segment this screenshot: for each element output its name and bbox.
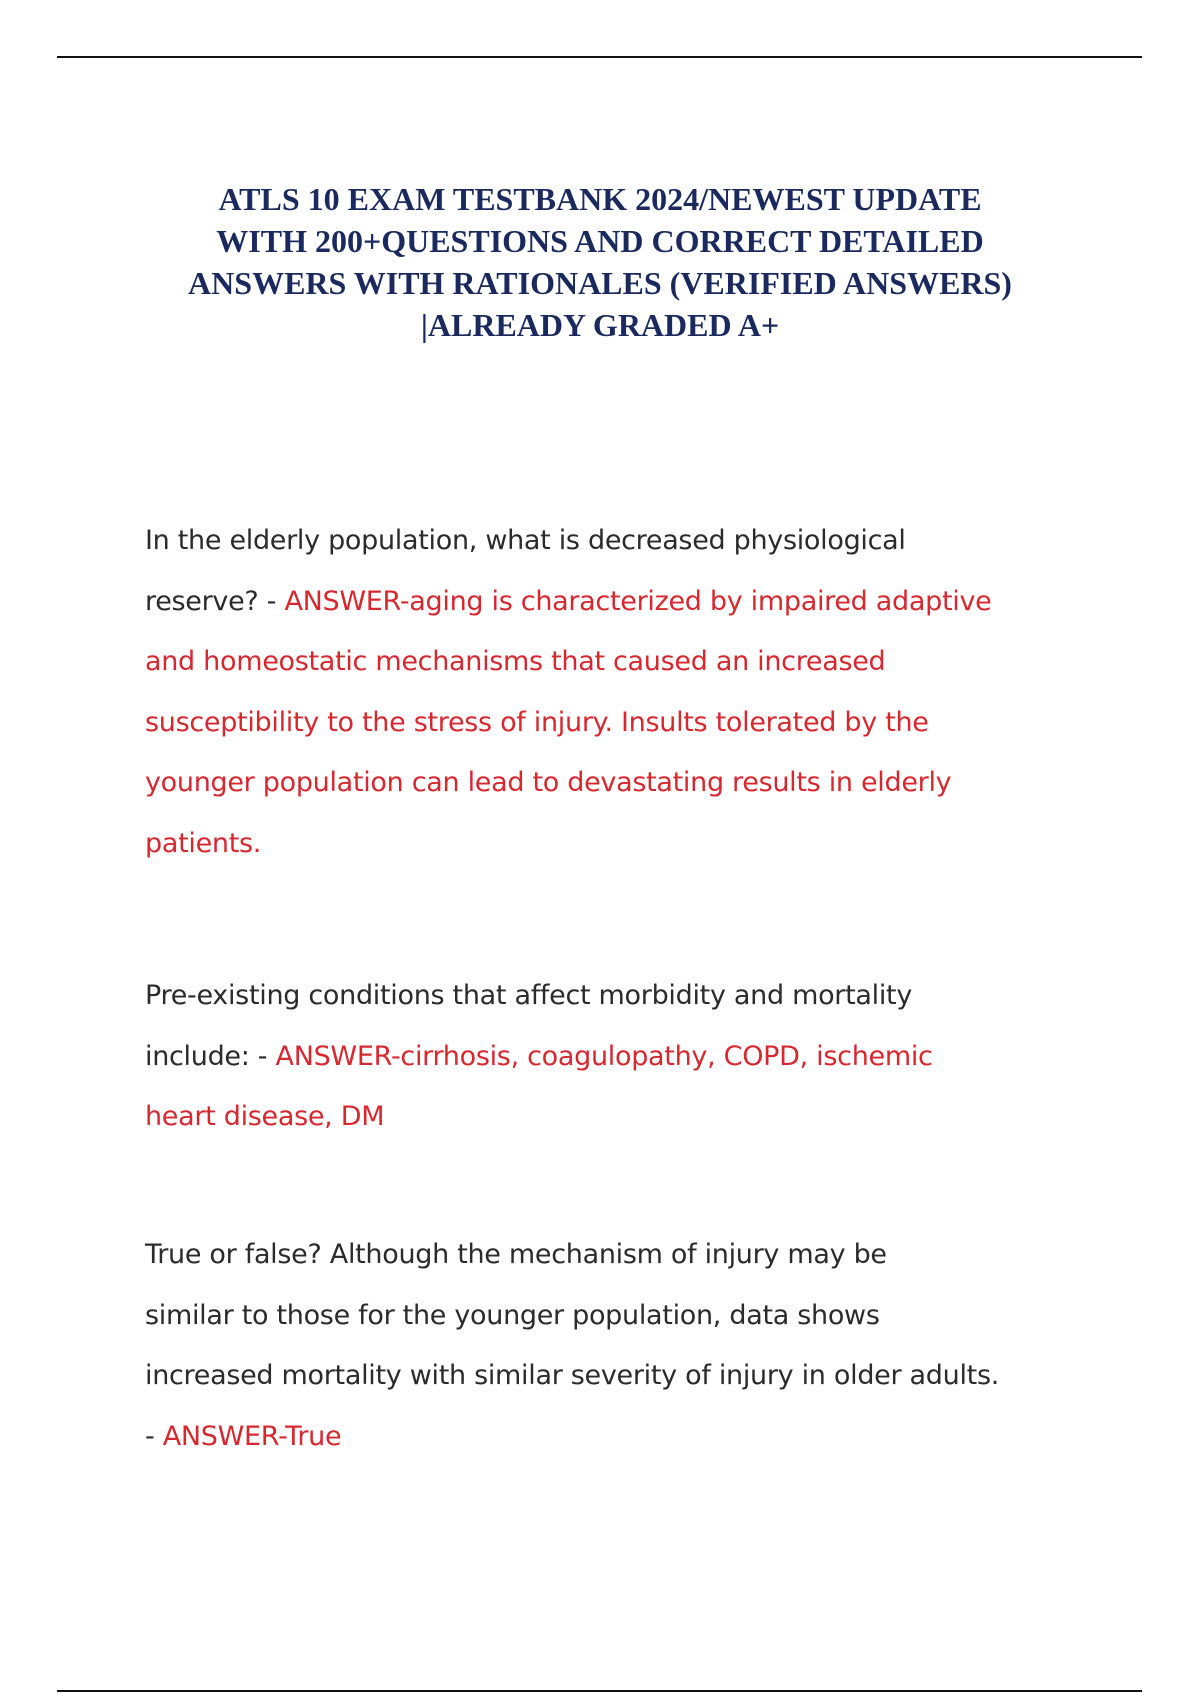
answer-text: heart disease, DM xyxy=(145,1101,385,1132)
answer-text: patients. xyxy=(145,827,262,859)
question-text: reserve? - xyxy=(145,585,285,617)
question-text: Pre-existing conditions that affect morbidity and mortality xyxy=(145,980,913,1011)
answer-text: ANSWER-aging is characterized by impaired adaptive xyxy=(284,585,992,617)
answer-text: and homeostatic mechanisms that caused an increased xyxy=(145,646,886,677)
qa-item xyxy=(145,511,1075,874)
top-rule xyxy=(57,56,1142,58)
title-line: |ALREADY GRADED A+ xyxy=(420,307,780,343)
qa-item xyxy=(145,966,1075,1148)
title-line: WITH 200+QUESTIONS AND CORRECT DETAILED xyxy=(216,223,984,259)
answer-text: ANSWER-True xyxy=(162,1420,342,1452)
question-text: similar to those for the younger population, data shows xyxy=(145,1299,880,1331)
document-title xyxy=(130,178,1070,346)
answer-text: susceptibility to the stress of injury. Insults tolerated by the xyxy=(145,706,929,738)
question-text: - xyxy=(145,1420,163,1452)
question-text: include: - xyxy=(145,1040,276,1072)
title-line: ATLS 10 EXAM TESTBANK 2024/NEWEST UPDATE xyxy=(218,181,982,217)
question-text: In the elderly population, what is decreased physiological xyxy=(145,525,906,556)
bottom-rule xyxy=(57,1690,1142,1692)
answer-text: younger population can lead to devastating results in elderly xyxy=(145,767,952,798)
question-text: True or false? Although the mechanism of injury may be xyxy=(145,1239,887,1270)
answer-text: ANSWER-cirrhosis, coagulopathy, COPD, ischemic xyxy=(275,1040,933,1072)
title-line: ANSWERS WITH RATIONALES (VERIFIED ANSWERS) xyxy=(188,265,1012,301)
question-text: increased mortality with similar severity of injury in older adults. xyxy=(145,1360,999,1391)
qa-item xyxy=(145,1225,1075,1467)
